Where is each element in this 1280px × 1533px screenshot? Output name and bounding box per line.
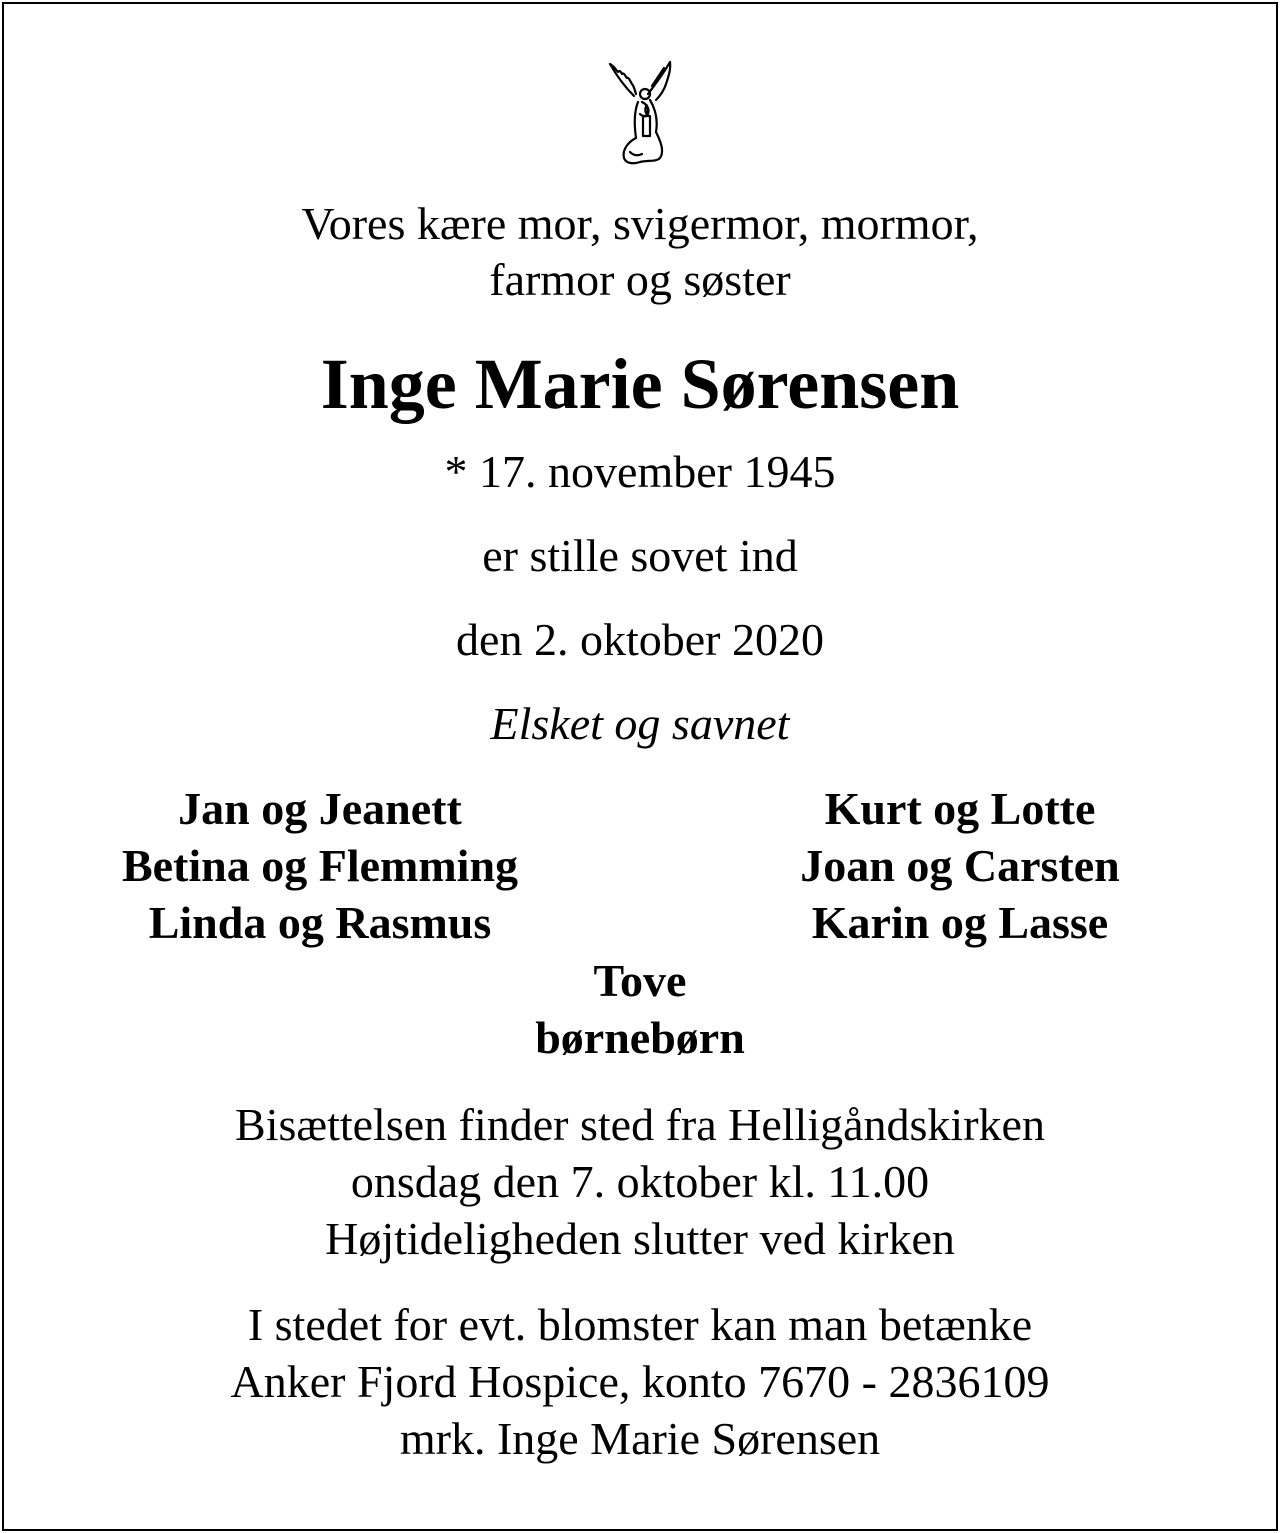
mourner-name: Tove — [593, 955, 687, 1006]
loved-text: Elsket og savnet — [490, 698, 790, 749]
donation-line: mrk. Inge Marie Sørensen — [399, 1413, 881, 1464]
mourner-name: Betina og Flemming — [121, 840, 519, 891]
mourners-right-column — [640, 780, 1280, 951]
funeral-line: Bisættelsen finder sted fra Helligåndskirken — [235, 1099, 1045, 1150]
funeral-line: onsdag den 7. oktober kl. 11.00 — [350, 1156, 930, 1207]
deceased-name: Inge Marie Sørensen — [320, 344, 960, 424]
funeral-info — [0, 1096, 1280, 1267]
mourner-name: børnebørn — [535, 1012, 745, 1063]
angel-with-candle-icon — [604, 58, 676, 170]
death-date: den 2. oktober 2020 — [456, 614, 824, 665]
donation-info — [0, 1296, 1280, 1467]
funeral-line: Højtideligheden slutter ved kirken — [325, 1213, 955, 1264]
intro-text — [0, 196, 1280, 308]
donation-line: Anker Fjord Hospice, konto 7670 - 2836109 — [230, 1356, 1050, 1407]
mourners-left-column — [0, 780, 640, 951]
mourner-name: Jan og Jeanett — [178, 783, 462, 834]
passed-text: er stille sovet ind — [482, 530, 798, 581]
mourner-name: Joan og Carsten — [800, 840, 1120, 891]
mourners-center — [0, 952, 1280, 1066]
mourner-name: Kurt og Lotte — [824, 783, 1096, 834]
donation-line: I stedet for evt. blomster kan man betænke — [247, 1299, 1033, 1350]
intro-line: farmor og søster — [489, 254, 791, 305]
mourner-name: Karin og Lasse — [811, 897, 1109, 948]
mourner-name: Linda og Rasmus — [148, 897, 492, 948]
birth-date: * 17. november 1945 — [444, 446, 836, 497]
intro-line: Vores kære mor, svigermor, mormor, — [301, 198, 979, 249]
